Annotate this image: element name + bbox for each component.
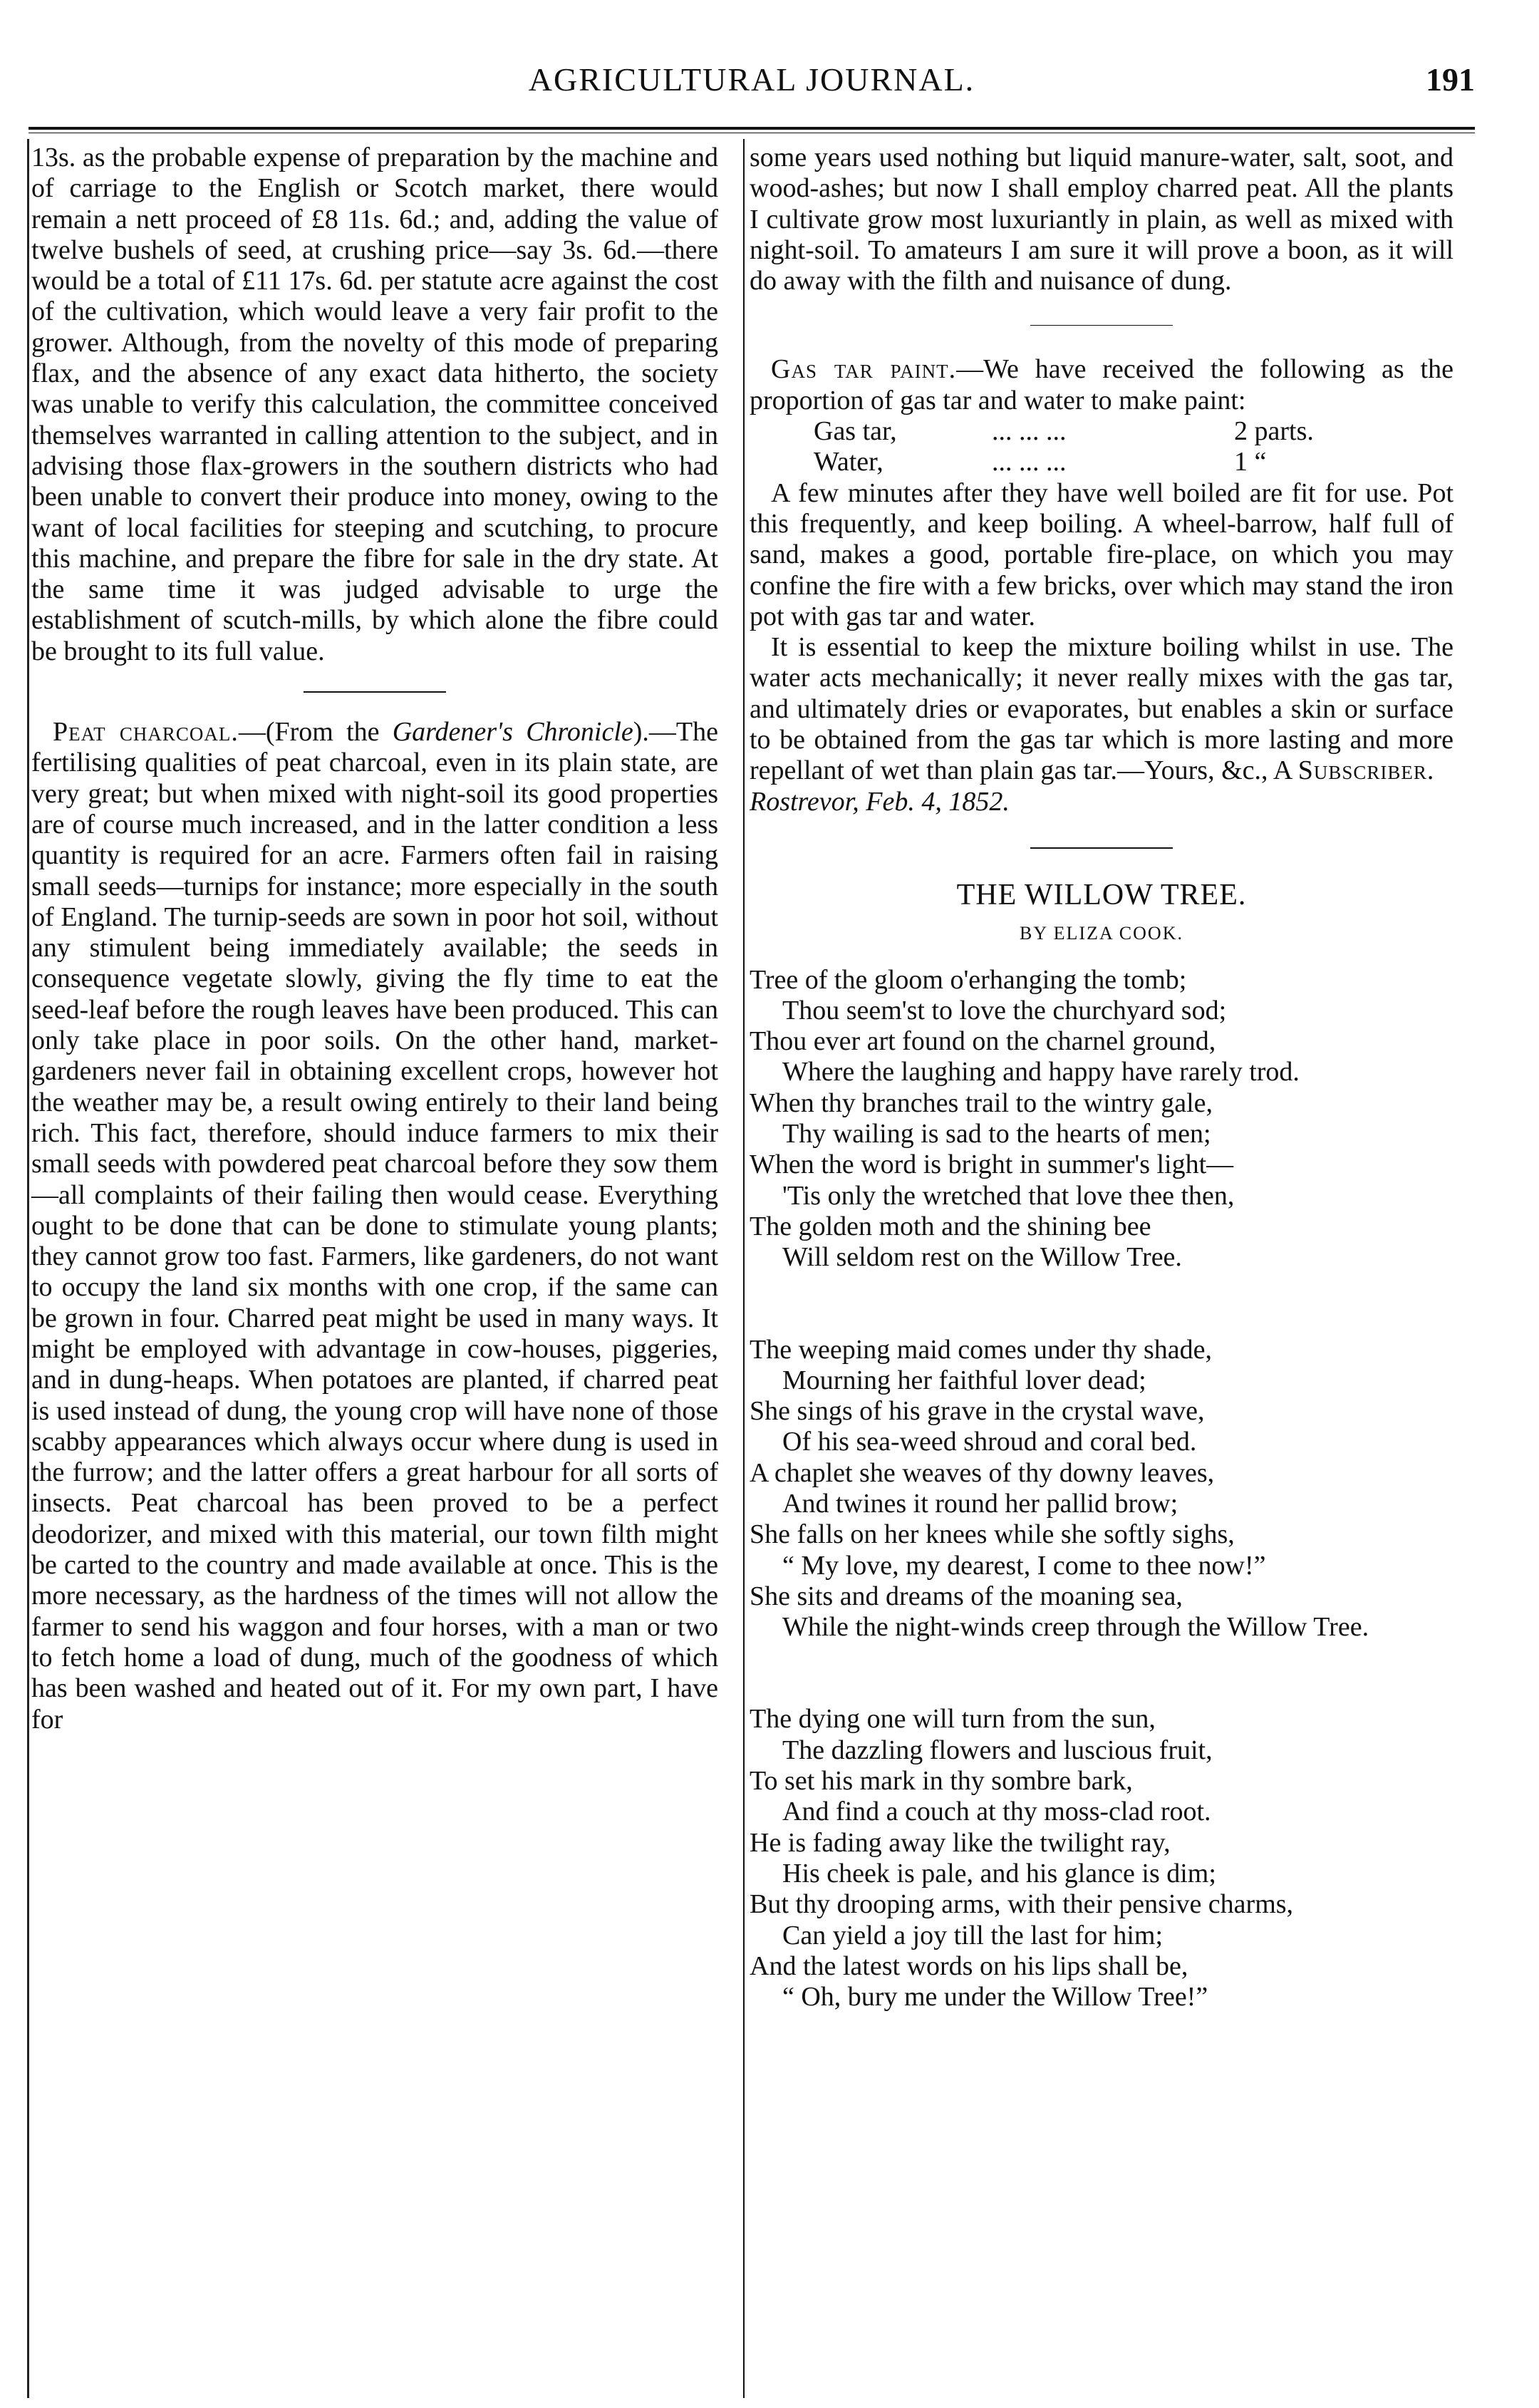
- poem-author: BY ELIZA COOK.: [1020, 923, 1183, 944]
- poem-line: Of his sea-weed shroud and coral bed.: [782, 1427, 1197, 1457]
- recipe-qty: 1 “: [1234, 447, 1267, 477]
- gas-tar-paragraph-2: [750, 632, 1454, 786]
- poem-line: He is fading away like the twilight ray,: [750, 1827, 1171, 1858]
- poem-line: She falls on her knees while she softly sighs,: [750, 1519, 1235, 1550]
- poem-stanza: [750, 1335, 1454, 1643]
- page-number: 191: [1426, 61, 1475, 98]
- poem-line: 'Tis only the wretched that love thee then,: [782, 1180, 1235, 1211]
- poem-line: Can yield a joy till the last for him;: [782, 1920, 1164, 1950]
- poem-stanza: [750, 1704, 1454, 2012]
- poem-line: Will seldom rest on the Willow Tree.: [782, 1242, 1182, 1273]
- recipe-dots: ... ... ...: [992, 447, 1067, 477]
- poem-line: Where the laughing and happy have rarely trod.: [782, 1057, 1300, 1087]
- peat-heading: Peat charcoal.: [53, 717, 239, 748]
- poem-line: When the word is bright in summer's light—: [750, 1149, 1234, 1180]
- poem-line: The weeping maid comes under thy shade,: [750, 1334, 1212, 1365]
- gas-tar-heading: Gas tar paint.: [771, 354, 957, 385]
- poem-line: “ My love, my dearest, I come to thee now!”: [782, 1550, 1266, 1581]
- poem-line: She sits and dreams of the moaning sea,: [750, 1581, 1183, 1611]
- recipe-row: [814, 416, 1454, 447]
- left-column: [31, 143, 718, 1735]
- poem-line: And twines it round her pallid brow;: [782, 1488, 1178, 1519]
- place-date: Rostrevor, Feb. 4, 1852.: [750, 786, 1010, 817]
- poem-line: She sings of his grave in the crystal wave,: [750, 1396, 1205, 1427]
- poem-line: Thy wailing is sad to the hearts of men;: [782, 1119, 1211, 1149]
- poem-line: The golden moth and the shining bee: [750, 1211, 1151, 1241]
- poem-line: But thy drooping arms, with their pensive charms,: [750, 1889, 1294, 1920]
- gas-tar-paragraph-1: A few minutes after they have well boiled are fit for use. Pot this frequently, and keep boiling. A wheel-barrow, half full of sand, makes a good, portable fire-place, on which you may confine the fire with a few bricks, over which may stand the iron pot with gas tar and water.: [750, 477, 1454, 631]
- recipe-qty: 2 parts.: [1234, 416, 1314, 447]
- recipe-row: [814, 447, 1454, 477]
- poem-title: THE WILLOW TREE.: [956, 878, 1247, 911]
- recipe-list: [750, 416, 1454, 478]
- column-divider: [743, 139, 745, 2398]
- page-header: [28, 61, 1475, 110]
- peat-source-suffix: ).—: [633, 717, 676, 748]
- peat-source-prefix: —(From the: [238, 717, 393, 748]
- poem-line: And the latest words on his lips shall be,: [750, 1950, 1188, 1981]
- poem-line: When thy branches trail to the wintry gale,: [750, 1087, 1213, 1118]
- peat-body: The fertilising qualities of peat charcoal, even in its plain state, are very great; but when mixed with night-soil its good properties are of course much increased, and in the latter condition a less quantity is required for an acre. Farmers often fail in raising small seeds—turnips for instance; more especially in the south of England. The turnip-seeds are sown in poor hot soil, without any stimulent being immediately available; the seeds in consequence vegetate slowly, giving the fly time to eat the seed-leaf before the rough leaves have been produced. This can only take place in poor soils. On the other hand, market-gardeners never fail in obtaining excellent crops, however hot the weather may be, a result owing entirely to their land being rich. This fact, therefore, should induce farmers to mix their small seeds with powdered peat charcoal before they sow them—all complaints of their failing then would cease. Everything ought to be done that can be done to stimulate young plants; they cannot grow too fast. Farmers, like gardeners, do not want to occupy the land six months with one crop, if the same can be grown in four. Charred peat might be used in many ways. It might be employed with advantage in cow-houses, piggeries, and in dung-heaps. When potatoes are planted, if charred peat is used instead of dung, the young crop will have none of those scabby appearances which always occur where dung is used in the furrow; and the latter offers a great harbour for all sorts of insects. Peat charcoal has been proved to be a perfect deodorizer, and mixed with this material, our town filth might be carted to the country and made available at once. This is the more necessary, as the hardness of the times will not allow the farmer to send his waggon and four horses, with a man or two to fetch home a load of dung, much of the goodness of which has been washed and heated out of it. For my own part, I have for: [31, 717, 718, 1735]
- flax-continuation-paragraph: 13s. as the probable expense of preparation by the machine and of carriage to the English or Scotch market, there would remain a nett proceed of £8 11s. 6d.; and, adding the value of twelve bushels of seed, at crushing price—say 3s. 6d.—there would be a total of £11 17s. 6d. per statute acre against the cost of the cultivation, which would leave a very fair profit to the grower. Although, from the novelty of this mode of preparing flax, and the absence of any exact data hitherto, the society was unable to verify this calculation, the committee conceived themselves warranted in calling attention to the subject, and in advising those flax-growers in the southern districts who had been unable to convert their produce into money, owing to the want of local facilities for steeping and scutching, to procure this machine, and prepare the fibre for sale in the dry state. At the same time it was judged advisable to urge the establishment of scutch-mills, by which alone the fibre could be brought to its full value.: [31, 143, 718, 666]
- header-rule: [28, 127, 1475, 130]
- page-left-border: [27, 139, 29, 2398]
- poem-line: The dazzling flowers and luscious fruit,: [782, 1735, 1213, 1765]
- gas-tar-paragraph-2-text: It is essential to keep the mixture boiling whilst in use. The water acts mechanically; it never really mixes with the gas tar, and ultimately dries or evaporates, but enables a skin or surface to be obtained from the gas tar which is more lasting and more repellant of wet than plain gas tar.—Yours, &c., A: [750, 632, 1454, 786]
- recipe-dots: ... ... ...: [992, 416, 1067, 447]
- peat-source-title: Gardener's Chronicle: [392, 717, 633, 748]
- poem-line: Thou ever art found on the charnel ground,: [750, 1026, 1216, 1057]
- peat-continued-paragraph: some years used nothing but liquid manure-water, salt, soot, and wood-ashes; but now I shall employ charred peat. All the plants I cultivate grow most luxuriantly in plain, as well as mixed with night-soil. To amateurs I am sure it will prove a boon, as it will do away with the filth and nuisance of dung.: [750, 143, 1454, 296]
- poem-line: While the night-winds creep through the Willow Tree.: [782, 1612, 1369, 1643]
- peat-charcoal-article: [31, 717, 718, 1735]
- poem-line: A chaplet she weaves of thy downy leaves,: [750, 1457, 1215, 1488]
- recipe-item: Gas tar,: [814, 416, 897, 447]
- right-column: [750, 143, 1454, 2012]
- gas-tar-intro: —We have received the following as the proportion of gas tar and water to make paint:: [750, 354, 1454, 415]
- poem-line: Mourning her faithful lover dead;: [782, 1365, 1146, 1395]
- poem-line: His cheek is pale, and his glance is dim;: [782, 1858, 1216, 1888]
- poem-line: The dying one will turn from the sun,: [750, 1704, 1156, 1735]
- poem-body: [750, 965, 1454, 2013]
- running-title: AGRICULTURAL JOURNAL.: [528, 61, 975, 98]
- poem-stanza: [750, 965, 1454, 1273]
- recipe-item: Water,: [814, 447, 884, 477]
- gas-tar-article: [750, 354, 1454, 416]
- poem-line: “ Oh, bury me under the Willow Tree!”: [782, 1982, 1208, 2012]
- poem-line: Thou seem'st to love the churchyard sod;: [782, 995, 1227, 1025]
- poem-line: And find a couch at thy moss-clad root.: [782, 1797, 1211, 1827]
- poem-line: To set his mark in thy sombre bark,: [750, 1766, 1133, 1797]
- poem-line: Tree of the gloom o'erhanging the tomb;: [750, 964, 1187, 995]
- signature: Subscriber.: [1297, 755, 1435, 786]
